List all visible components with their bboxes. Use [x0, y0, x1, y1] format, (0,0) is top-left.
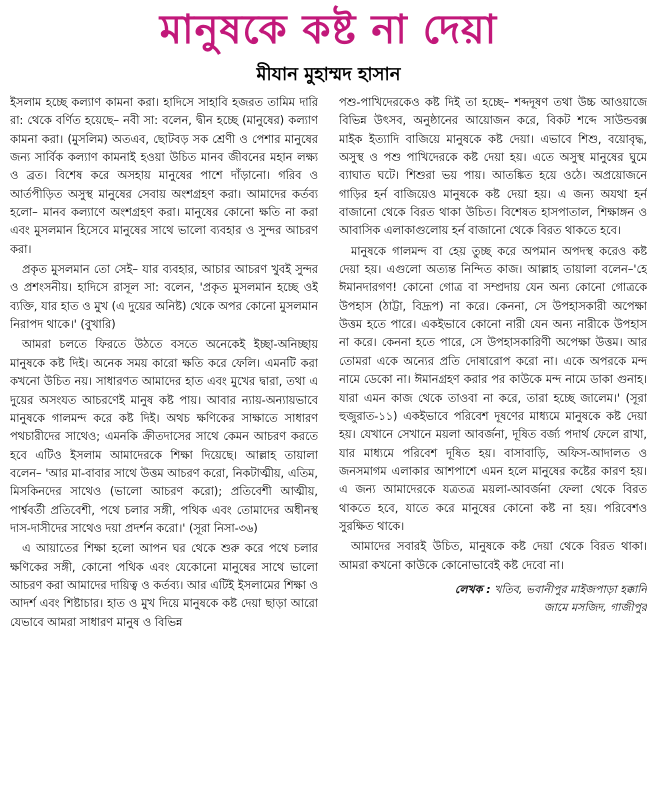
credit-line-1 [339, 581, 647, 599]
right-column [339, 94, 647, 810]
article-title: মানুষকে কষ্ট না দেয়া [159, 7, 498, 53]
paragraph: প্রকৃত মুসলমান তো সেই– যার ব্যবহার, আচার আচরণ খুবই সুন্দর ও প্রশংসনীয়। হাদিসে রাসূল সা: বলেন, 'প্রকৃত মুসলমান হচ্ছে ওই ব্যক্তি, যার হাত ও মুখ (এ দুয়ের অনিষ্ট) থেকে অপর কোনো মুসলমান নিরাপদ থাকে।' (বুখারি) [10, 263, 318, 332]
paragraph: এ আয়াতের শিক্ষা হলো আপন ঘর থেকে শুরু করে পথে চলার ক্ষণিকের সঙ্গী, কোনো পথিক এবং যেকোনো মানুষের সাথে ভালো আচরণ করা আমাদের দায়িত্ব ও কর্তব্য। আর এটিই ইসলামের শিক্ষা ও আদর্শ এবং শিষ্টাচার। হাত ও মুখ দিয়ে মানুষকে কষ্ট দেয়া ছাড়া আরো যেভাবে আমরা সাধারণ মানুষ ও বিভিন্ন [10, 542, 318, 629]
credit-text-1: খতিব, ভবানীপুর মাইজপাড়া হক্কানি [494, 582, 647, 596]
paragraph: ইসলাম হচ্ছে কল্যাণ কামনা করা। হাদিসে সাহাবি হজরত তামিম দারি রা: থেকে বর্ণিত হয়েছে– নবী সা: বলেন, দ্বীন হচ্ছে (মানুষের) কল্যাণ কামনা করা। (মুসলিম) অতএব, ছোটবড় সক শ্রেণী ও পেশার মানুষের জন্য সার্বিক কল্যাণ কামনাই হওয়া উচিত মানব জীবনের মহান লক্ষ্য ও ব্রত। বিশেষ করে অসহায় মানুষের পাশে দাঁড়ানো। গরিব ও আর্তপীড়িত অসুস্থ মানুষের সেবায় অংশগ্রহণ করা। আমাদের কর্তব্য হলো– মানব কল্যাণে অংশগ্রহণ করা। মানুষের কোনো ক্ষতি না করা এবং মুসলমান হিসেবে মানুষের সাথে ভালো ব্যবহার ও সুন্দর আচরণ করা। [10, 96, 318, 256]
paragraph: মানুষকে গালমন্দ বা হেয় তুচ্ছ করে অপমান অপদস্থ করেও কষ্ট দেয়া হয়। এগুলো অত্যন্ত নিন্দিত কাজ। আল্লাহ তায়ালা বলেন–'হে ঈমানদারগণ! কোনো গোত্র বা সম্প্রদায় যেন অন্য কোনো গোত্রকে উপহাস (ঠাট্টা, বিদ্রূপ) না করে। কেননা, সে উপহাসকারী অপেক্ষা উত্তম হতে পারে। একইভাবে কোনো নারী যেন অন্য নারীকে উপহাস না করে। কেননা হতে পারে, সে উপহাসকারিণী অপেক্ষা উত্তম। আর তোমরা একে অন্যের প্রতি দোষারোপ করো না। একে অপরকে মন্দ নামে ডেকো না। ঈমানগ্রহণ করার পর কাউকে মন্দ নামে ডাকা গুনাহ। যারা এমন কাজ থেকে তাওবা না করে, তারা হচ্ছে জালেম।' (সূরা হুজুরাত-১১) একইভাবে পরিবেশ দূষণের মাধ্যমে মানুষকে কষ্ট দেয়া হয়। যেখানে সেখানে ময়লা আবর্জনা, দূষিত বর্জ্য পদার্থ ফেলে রাখা, যার মাধ্যমে পরিবেশ দূষিত হয়। বাসাবাড়ি, অফিস-আদালত ও জনসমাগম এলাকার আশপাশে এমন হলে মানুষের কষ্টের কারণ হয়। এ জন্য আমাদেরকে যত্রতত্র ময়লা-আবর্জনা ফেলা থেকে বিরত থাকতে হবে, যাতে করে মানুষের কোনো কষ্ট না হয়। পরিবেশও সুরক্ষিত থাকে। [339, 244, 647, 533]
paragraph: আমরা চলতে ফিরতে উঠতে বসতে অনেকেই ইচ্ছা-অনিচ্ছায় মানুষকে কষ্ট দিই। অনেক সময় কারো ক্ষতি করে ফেলি। এমনটি করা কখনো উচিত নয়। সাধারণত আমাদের হাত এবং মুখের দ্বারা, তথা এ দুয়ের অসংযত আচরণেই মানুষ কষ্ট পায়। আবার ন্যায়-অন্যায়ভাবে মানুষকে গালমন্দ করে কষ্ট দিই। অথচ ক্ষণিকের সাক্ষাতে সাধারণ পথচারীদের সাথেও; এমনকি ক্রীতদাসের সাথে কেমন আচরণ করতে হবে এটিও ইসলাম আমাদেরকে শিক্ষা দিয়েছে। আল্লাহ তায়ালা বলেন– 'আর মা-বাবার সাথে উত্তম আচরণ করো, নিকটাত্মীয়, এতিম, মিসকিনদের সাথেও (ভালো আচরণ করো); প্রতিবেশী আত্মীয়, পার্শ্ববর্তী প্রতিবেশী, পথে চলার সঙ্গী, পথিক এবং তোমাদের অধীনস্থ দাস-দাসীদের সাথেও দয়া প্রদর্শন করো।' (সূরা নিসা-৩৬) [10, 338, 318, 535]
author-credit [339, 581, 647, 617]
paragraph: আমাদের সবারই উচিত, মানুষকে কষ্ট দেয়া থেকে বিরত থাকা। আমরা কখনো কাউকে কোনোভাবেই কষ্ট দেবো না। [339, 540, 647, 572]
paragraph: পশু-পাখিদেরকেও কষ্ট দিই তা হচ্ছে– শব্দদূষণ তথা উচ্চ আওয়াজে বিভিন্ন উৎসব, অনুষ্ঠানের আয়োজন করে, বিকট শব্দে সাউন্ডবক্স মাইক ইত্যাদি বাজিয়ে মানুষকে কষ্ট দেয়া। এভাবে শিশু, বয়োবৃদ্ধ, অসুস্থ ও পশু পাখিদেরকে কষ্ট দেয়া হয়। এতে অসুস্থ মানুষের ঘুমে ব্যাঘাত ঘটে। শিশুরা ভয় পায়। আতঙ্কিত হয়ে ওঠে। অপ্রয়োজনে গাড়ির হর্ন বাজিয়েও মানুষকে কষ্ট দেয়া হয়। এ জন্য অযথা হর্ন বাজানো থেকে বিরত থাকা উচিত। বিশেষত হাসপাতাল, শিক্ষাঙ্গন ও আবাসিক এলাকাগুলোয় হর্ন বাজানো থেকে বিরত থাকতে হবে। [339, 96, 647, 238]
left-column [10, 94, 318, 810]
credit-text-2: জামে মসজিদ, গাজীপুর [543, 600, 647, 614]
credit-label: লেখক : [454, 582, 491, 596]
article-author: মীযান মুহাম্মদ হাসান [256, 64, 401, 85]
